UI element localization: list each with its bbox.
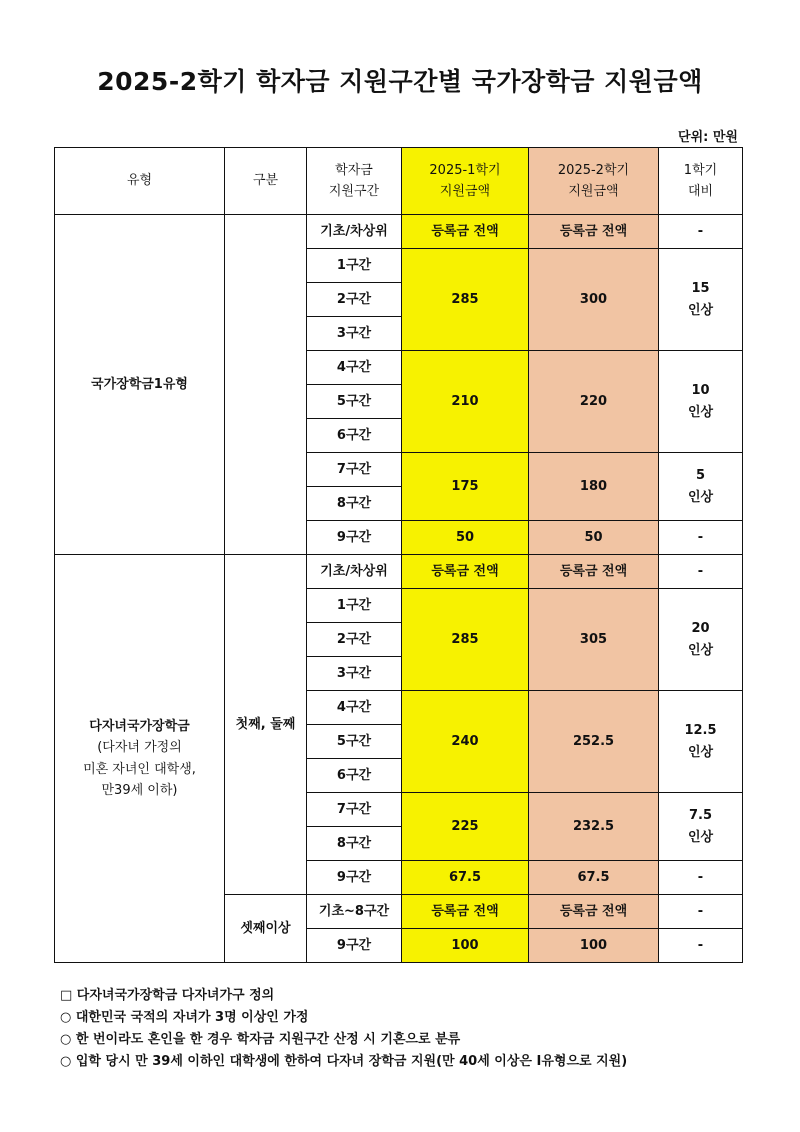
- bracket-cell: 3구간: [307, 657, 402, 691]
- notes-heading: □ 다자녀국가장학금 다자녀가구 정의: [60, 988, 275, 1003]
- semester1-amount: 등록금 전액: [402, 555, 529, 589]
- header-bracket: 학자금 지원구간: [307, 148, 402, 215]
- semester2-amount: 300: [529, 249, 659, 351]
- table-row: [55, 215, 743, 249]
- bracket-cell: 5구간: [307, 725, 402, 759]
- header-type: 유형: [55, 148, 225, 215]
- semester1-amount: 175: [402, 453, 529, 521]
- bracket-cell: 5구간: [307, 385, 402, 419]
- semester1-amount: 100: [402, 929, 529, 963]
- bracket-cell: 4구간: [307, 691, 402, 725]
- bracket-cell: 기초/차상위: [307, 215, 402, 249]
- bracket-cell: 9구간: [307, 521, 402, 555]
- semester2-amount: 220: [529, 351, 659, 453]
- notes: [60, 985, 627, 1073]
- compare-cell: 7.5 인상: [659, 793, 743, 861]
- bracket-cell: 7구간: [307, 793, 402, 827]
- semester2-amount: 305: [529, 589, 659, 691]
- semester2-amount: 67.5: [529, 861, 659, 895]
- header-compare: 1학기 대비: [659, 148, 743, 215]
- note-item: ○ 한 번이라도 혼인을 한 경우 학자금 지원구간 산정 시 기혼으로 분류: [60, 1032, 461, 1047]
- header-semester2: 2025-2학기 지원금액: [529, 148, 659, 215]
- type1-category: [225, 215, 307, 555]
- compare-cell: -: [659, 929, 743, 963]
- header-row: [55, 148, 743, 215]
- compare-cell: 10 인상: [659, 351, 743, 453]
- semester2-amount: 180: [529, 453, 659, 521]
- page-title: 2025-2학기 학자금 지원구간별 국가장학금 지원금액: [97, 67, 703, 96]
- bracket-cell: 8구간: [307, 487, 402, 521]
- type1-name: 국가장학금1유형: [55, 215, 225, 555]
- semester1-amount: 등록금 전액: [402, 215, 529, 249]
- bracket-cell: 7구간: [307, 453, 402, 487]
- bracket-cell: 9구간: [307, 861, 402, 895]
- compare-cell: 15 인상: [659, 249, 743, 351]
- semester1-amount: 240: [402, 691, 529, 793]
- semester2-amount: 50: [529, 521, 659, 555]
- compare-cell: -: [659, 861, 743, 895]
- compare-cell: -: [659, 895, 743, 929]
- compare-cell: -: [659, 521, 743, 555]
- compare-cell: 12.5 인상: [659, 691, 743, 793]
- compare-cell: -: [659, 215, 743, 249]
- semester2-amount: 등록금 전액: [529, 895, 659, 929]
- semester1-amount: 225: [402, 793, 529, 861]
- compare-cell: -: [659, 555, 743, 589]
- header-semester1: 2025-1학기 지원금액: [402, 148, 529, 215]
- semester2-amount: 등록금 전액: [529, 215, 659, 249]
- bracket-cell: 8구간: [307, 827, 402, 861]
- bracket-cell: 6구간: [307, 419, 402, 453]
- bracket-cell: 2구간: [307, 283, 402, 317]
- semester1-amount: 67.5: [402, 861, 529, 895]
- bracket-cell: 6구간: [307, 759, 402, 793]
- semester2-amount: 232.5: [529, 793, 659, 861]
- semester2-amount: 252.5: [529, 691, 659, 793]
- semester1-amount: 285: [402, 589, 529, 691]
- multi-name: 다자녀국가장학금 (다자녀 가정의 미혼 자녀인 대학생, 만39세 이하): [55, 555, 225, 963]
- multi-category-third: 셋째이상: [225, 895, 307, 963]
- bracket-cell: 기초/차상위: [307, 555, 402, 589]
- table-row: [55, 555, 743, 589]
- header-category: 구분: [225, 148, 307, 215]
- note-item: ○ 입학 당시 만 39세 이하인 대학생에 한하여 다자녀 장학금 지원(만 40세 이상은 Ⅰ유형으로 지원): [60, 1054, 628, 1069]
- compare-cell: 5 인상: [659, 453, 743, 521]
- scholarship-table: [54, 147, 743, 963]
- semester2-amount: 100: [529, 929, 659, 963]
- note-item: ○ 대한민국 국적의 자녀가 3명 이상인 가정: [60, 1010, 309, 1025]
- bracket-cell: 4구간: [307, 351, 402, 385]
- multi-category-first-second: 첫째, 둘째: [225, 555, 307, 895]
- compare-cell: 20 인상: [659, 589, 743, 691]
- bracket-cell: 3구간: [307, 317, 402, 351]
- semester2-amount: 등록금 전액: [529, 555, 659, 589]
- bracket-cell: 9구간: [307, 929, 402, 963]
- bracket-cell: 1구간: [307, 249, 402, 283]
- semester1-amount: 210: [402, 351, 529, 453]
- bracket-cell: 2구간: [307, 623, 402, 657]
- bracket-cell: 1구간: [307, 589, 402, 623]
- bracket-cell: 기초~8구간: [307, 895, 402, 929]
- semester1-amount: 등록금 전액: [402, 895, 529, 929]
- semester1-amount: 50: [402, 521, 529, 555]
- unit-label: 단위: 만원: [678, 130, 738, 145]
- semester1-amount: 285: [402, 249, 529, 351]
